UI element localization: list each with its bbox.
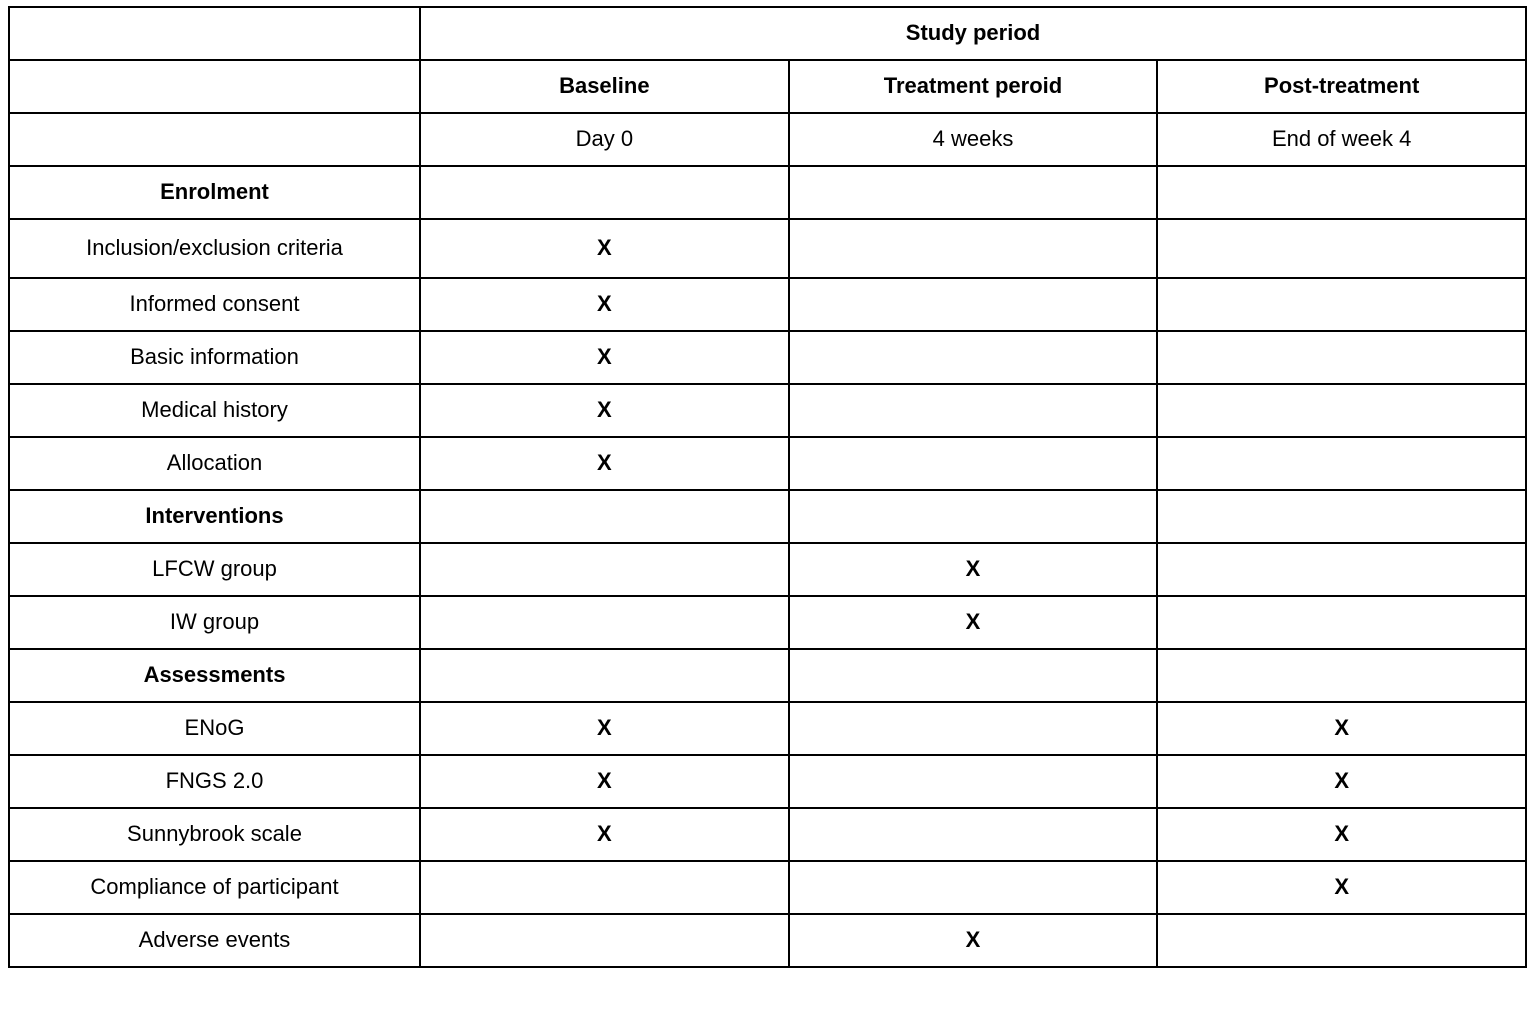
- mark-post-treatment: [1157, 437, 1526, 490]
- row-label: Compliance of participant: [9, 861, 420, 914]
- empty-cell: [789, 649, 1158, 702]
- row-label: Sunnybrook scale: [9, 808, 420, 861]
- table-row: [9, 702, 1526, 755]
- column-header-post-treatment: Post-treatment: [1157, 60, 1526, 113]
- table-row: [9, 331, 1526, 384]
- row-label: IW group: [9, 596, 420, 649]
- table-row: [9, 278, 1526, 331]
- mark-treatment: [789, 755, 1158, 808]
- mark-baseline: X: [420, 437, 789, 490]
- header-empty-cell: [9, 113, 420, 166]
- mark-treatment: [789, 278, 1158, 331]
- mark-treatment: [789, 384, 1158, 437]
- header-row-timepoints: [9, 113, 1526, 166]
- table-row: [9, 437, 1526, 490]
- empty-cell: [789, 166, 1158, 219]
- header-row-phases: [9, 60, 1526, 113]
- section-title: Enrolment: [9, 166, 420, 219]
- table-row: [9, 755, 1526, 808]
- section-row-interventions: [9, 490, 1526, 543]
- header-empty-cell: [9, 60, 420, 113]
- timepoint-treatment: 4 weeks: [789, 113, 1158, 166]
- mark-treatment: [789, 702, 1158, 755]
- table-row: [9, 543, 1526, 596]
- mark-baseline: X: [420, 702, 789, 755]
- study-period-header: Study period: [420, 7, 1526, 60]
- mark-treatment: [789, 437, 1158, 490]
- mark-baseline: [420, 914, 789, 967]
- row-label: Medical history: [9, 384, 420, 437]
- mark-treatment: [789, 861, 1158, 914]
- mark-baseline: X: [420, 331, 789, 384]
- mark-baseline: [420, 543, 789, 596]
- table-row: [9, 861, 1526, 914]
- section-title: Interventions: [9, 490, 420, 543]
- mark-baseline: X: [420, 384, 789, 437]
- mark-post-treatment: X: [1157, 702, 1526, 755]
- mark-post-treatment: [1157, 331, 1526, 384]
- empty-cell: [420, 649, 789, 702]
- mark-treatment: [789, 219, 1158, 278]
- column-header-baseline: Baseline: [420, 60, 789, 113]
- mark-baseline: [420, 861, 789, 914]
- table-row: [9, 219, 1526, 278]
- row-label: Informed consent: [9, 278, 420, 331]
- header-row-study-period: [9, 7, 1526, 60]
- mark-treatment: X: [789, 596, 1158, 649]
- table-row: [9, 808, 1526, 861]
- row-label: ENoG: [9, 702, 420, 755]
- row-label: Basic information: [9, 331, 420, 384]
- table-row: [9, 914, 1526, 967]
- mark-treatment: [789, 808, 1158, 861]
- section-row-enrolment: [9, 166, 1526, 219]
- mark-treatment: X: [789, 914, 1158, 967]
- timepoint-post-treatment: End of week 4: [1157, 113, 1526, 166]
- row-label: FNGS 2.0: [9, 755, 420, 808]
- empty-cell: [1157, 490, 1526, 543]
- row-label: LFCW group: [9, 543, 420, 596]
- empty-cell: [1157, 166, 1526, 219]
- row-label: Inclusion/exclusion criteria: [9, 219, 420, 278]
- study-schedule-table: [8, 6, 1527, 968]
- mark-treatment: X: [789, 543, 1158, 596]
- empty-cell: [1157, 649, 1526, 702]
- mark-baseline: X: [420, 219, 789, 278]
- mark-post-treatment: X: [1157, 808, 1526, 861]
- mark-post-treatment: X: [1157, 755, 1526, 808]
- column-header-treatment: Treatment peroid: [789, 60, 1158, 113]
- timepoint-baseline: Day 0: [420, 113, 789, 166]
- row-label: Adverse events: [9, 914, 420, 967]
- table-row: [9, 596, 1526, 649]
- mark-post-treatment: [1157, 596, 1526, 649]
- mark-post-treatment: [1157, 914, 1526, 967]
- mark-baseline: X: [420, 755, 789, 808]
- header-empty-cell: [9, 7, 420, 60]
- section-row-assessments: [9, 649, 1526, 702]
- empty-cell: [420, 166, 789, 219]
- section-title: Assessments: [9, 649, 420, 702]
- mark-post-treatment: X: [1157, 861, 1526, 914]
- mark-baseline: [420, 596, 789, 649]
- mark-treatment: [789, 331, 1158, 384]
- mark-post-treatment: [1157, 219, 1526, 278]
- empty-cell: [420, 490, 789, 543]
- row-label: Allocation: [9, 437, 420, 490]
- empty-cell: [789, 490, 1158, 543]
- mark-post-treatment: [1157, 278, 1526, 331]
- mark-baseline: X: [420, 808, 789, 861]
- mark-post-treatment: [1157, 384, 1526, 437]
- mark-baseline: X: [420, 278, 789, 331]
- mark-post-treatment: [1157, 543, 1526, 596]
- table-row: [9, 384, 1526, 437]
